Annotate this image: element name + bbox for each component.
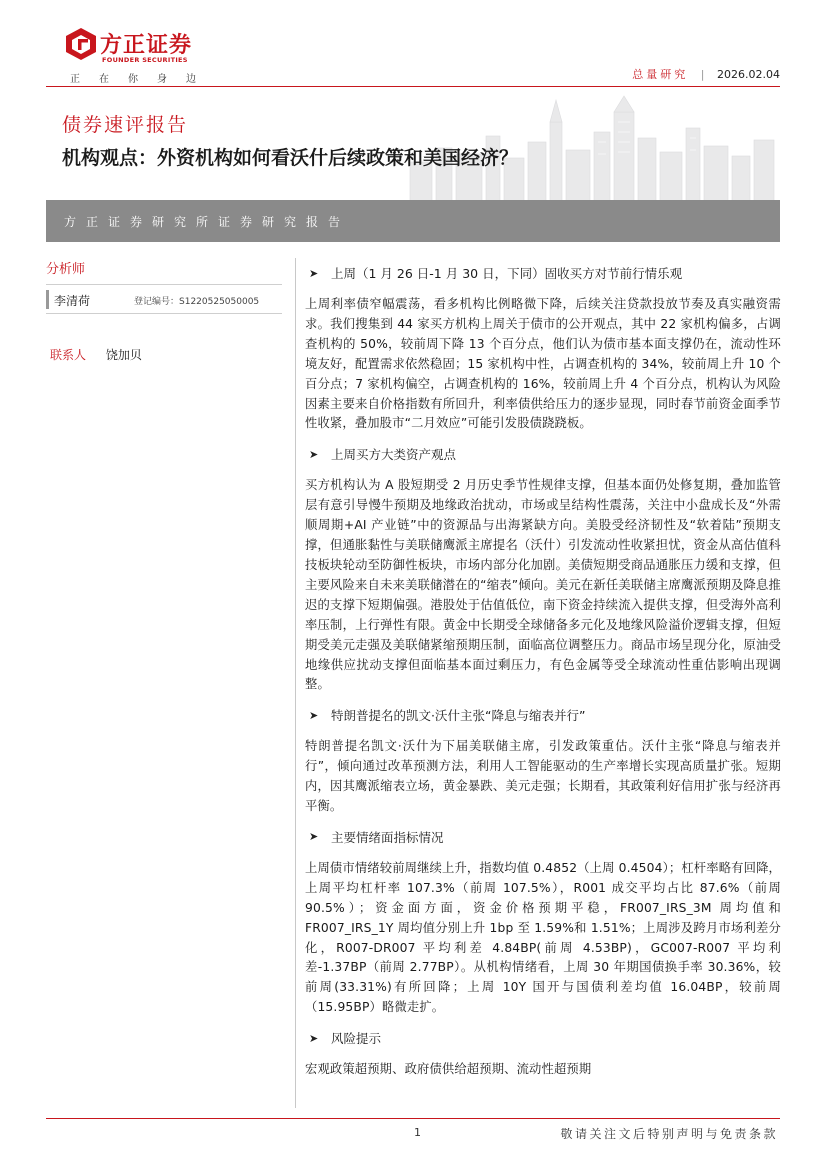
analyst-name: 李清荷 <box>54 294 91 308</box>
analyst-label: 分析师 <box>46 262 86 277</box>
section-asset-view <box>305 445 781 695</box>
analyst-registration: 登记编号：S1220525050005 <box>134 297 260 307</box>
section-heading-text: 风险提示 <box>331 1031 382 1047</box>
arrow-bullet-icon: ➤ <box>309 830 319 844</box>
section-heading <box>309 828 781 846</box>
section-paragraph: 宏观政策超预期、政府债供给超预期、流动性超预期 <box>305 1062 592 1077</box>
column-divider <box>295 258 296 1108</box>
section-paragraph: 买方机构认为 A 股短期受 2 月历史季节性规律支撑，但基本面仍处修复期，叠加监管层有意引导慢牛预期及地缘政治扰动，市场或呈结构性震荡，关注中小盘成长及“外需顺周期+AI 产业链”中的资源品与出海紧缺方向。美股受经济韧性及“软着陆”预期支撑，但通胀黏性与美联储鹰派主席提名（沃什）引发流动性收紧担忧，资金从高估值科技板块轮动至防御性板块，市场内部分化加剧。美债短期受商品通胀压力缓和支撑，但主要风险来自未来美联储潜在的“缩表”倾向。美元在新任美联储主席鹰派预期及降息推迟的支撑下短期偏强。港股处于估值低位，南下资金持续流入提供支撑，但受海外高利率压制，上行弹性有限。黄金中长期受全球储备多元化及地缘风险溢价逻辑支撑，但短期受美元走强及美联储紧缩预期压制，面临高位调整压力。商品市场呈现分化，原油受地缘供应扰动支撑但面临基本面过剩压力，有色金属等受全球流动性重估影响出现调整。 <box>305 478 781 692</box>
section-risk <box>305 1029 781 1080</box>
analyst-bar <box>46 290 49 309</box>
section-heading <box>309 1029 781 1047</box>
arrow-bullet-icon: ➤ <box>309 1031 319 1045</box>
disclaimer-note: 敬请关注文后特别声明与免责条款 <box>560 1127 778 1141</box>
brand-name: 方正证券 <box>100 33 193 58</box>
contact-row <box>50 346 142 363</box>
report-type: 总量研究 <box>632 68 689 81</box>
brand-logo <box>66 26 215 85</box>
arrow-bullet-icon: ➤ <box>309 447 319 461</box>
report-category: 债券速评报告 <box>62 114 189 136</box>
section-heading-text: 上周买方大类资产观点 <box>331 447 457 463</box>
section-warsh-policy <box>305 706 781 817</box>
founder-logo-icon <box>66 28 96 60</box>
arrow-bullet-icon: ➤ <box>309 708 319 722</box>
brand-name-en: FOUNDER SECURITIES <box>102 56 188 64</box>
banner-text: 方正证券研究所证券研究报告 <box>64 215 351 229</box>
section-heading-text: 主要情绪面指标情况 <box>331 829 444 845</box>
section-heading <box>309 264 781 282</box>
brand-slogan: 正在你身边 <box>70 74 215 85</box>
section-paragraph: 上周利率债窄幅震荡，看多机构比例略微下降，后续关注贷款投放节奏及真实融资需求。我们搜集到 44 家买方机构上周关于债市的公开观点，其中 22 家机构偏多，占调查机构的 50%，较前周下降 13 个百分点，他们认为债市基本面支撑仍在，流动性环境友好，配置需求依然稳固；15 家机构中性，占调查机构的 34%，较前周上升 10 个百分点；7 家机构偏空，占调查机构的 16%，较前周上升 4 个百分点，机构认为风险因素主要来自价格指数有所回升，利率债供给压力的逐步显现，同时春节前资金面季节性收紧，叠加股市“二月效应”可能引发股债跷跷板。 <box>305 297 781 431</box>
section-market-view <box>305 264 781 434</box>
institute-banner <box>46 200 780 242</box>
header-rule <box>46 86 780 87</box>
page-number: 1 <box>414 1126 421 1139</box>
section-heading <box>309 445 781 463</box>
section-paragraph: 特朗普提名凯文·沃什为下届美联储主席，引发政策重估。沃什主张“降息与缩表并行”，倾向通过改革预测方法，利用人工智能驱动的生产率增长实现高质量扩张。短期内，因其鹰派缩表立场，黄金暴跌、美元走强；长期看，其政策利好信用扩张与经济再平衡。 <box>305 739 781 814</box>
contact-name: 饶加贝 <box>105 348 142 362</box>
report-date: 2026.02.04 <box>717 68 780 81</box>
report-body <box>305 264 781 1091</box>
analyst-row <box>46 284 282 314</box>
section-paragraph: 上周债市情绪较前周继续上升，指数均值 0.4852（上周 0.4504）；杠杆率略有回降，上周平均杠杆率 107.3%（前周 107.5%），R001 成交平均占比 87.6%（前周 90.5%）；资金面方面，资金价格预期平稳，FR007_IRS_3M 周均值和 FR007_IRS_1Y 周均值分别上升 1bp 至 1.59%和 1.51%；上周涉及跨月市场利差分化，R007-DR007 平均利差 4.84BP(前周 4.53BP)，GC007-R007 平均利差-1.37BP（前周 2.77BP）。从机构情绪看，上周 30 年期国债换手率 30.36%，较前周(33.31%)有所回降；上周 10Y 国开与国债利差均值 16.04BP，较前周（15.95BP）略微走扩。 <box>305 860 781 1015</box>
contact-label: 联系人 <box>50 348 87 362</box>
report-meta <box>632 66 780 82</box>
section-sentiment <box>305 828 781 1018</box>
arrow-bullet-icon: ➤ <box>309 266 319 280</box>
page-title: 机构观点：外资机构如何看沃什后续政策和美国经济？ <box>62 147 519 169</box>
footer-rule <box>46 1118 780 1119</box>
section-heading <box>309 706 781 724</box>
header-separator: | <box>700 68 705 81</box>
sidebar <box>46 258 286 362</box>
section-heading-text: 上周（1 月 26 日-1 月 30 日，下同）固收买方对节前行情乐观 <box>331 266 683 281</box>
section-heading-text: 特朗普提名的凯文·沃什主张“降息与缩表并行” <box>331 708 586 724</box>
